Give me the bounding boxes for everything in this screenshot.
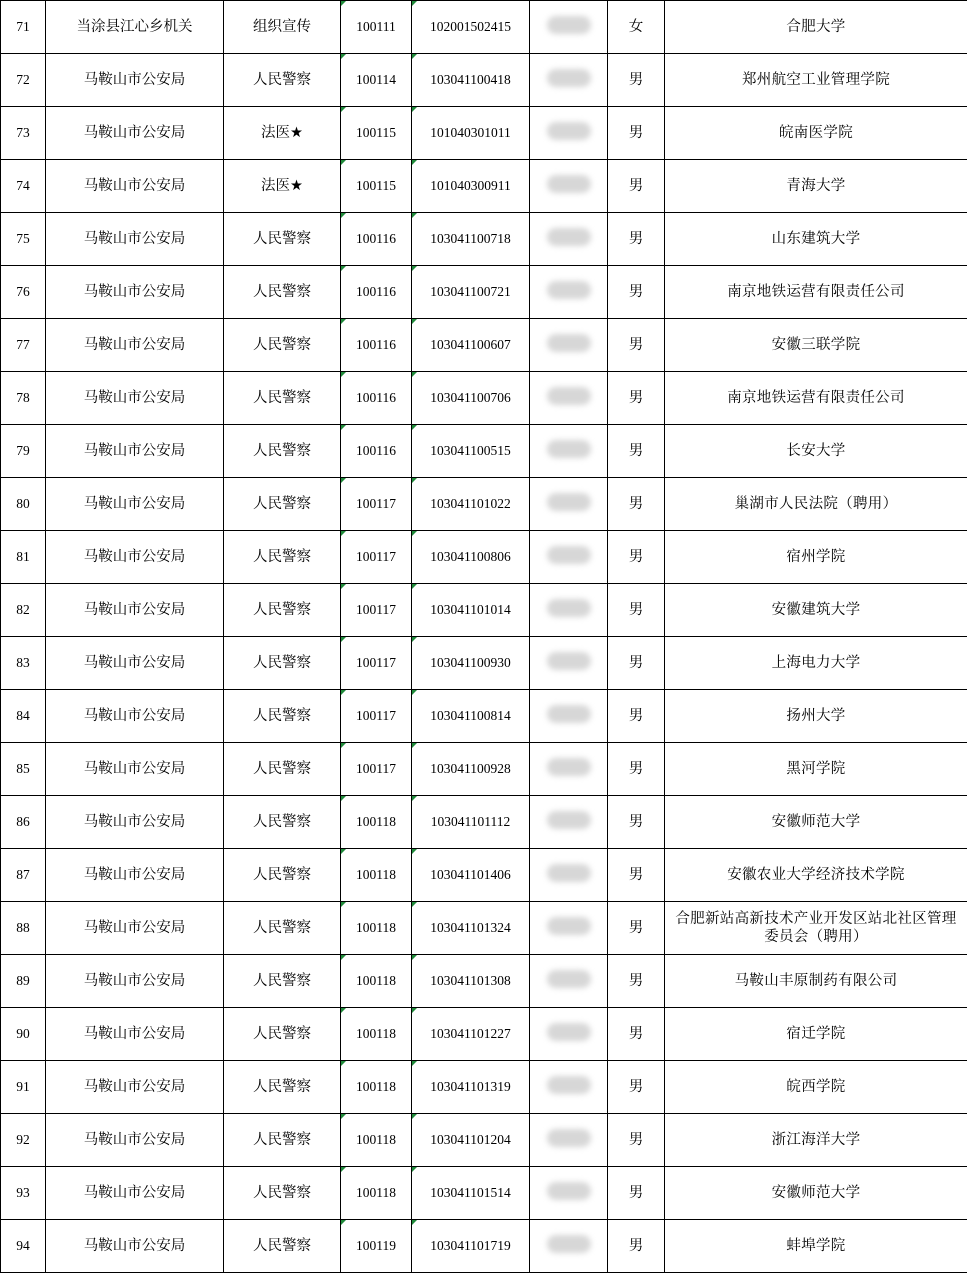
gender: 男 [608, 849, 665, 902]
exam-ticket-number: 103041100930 [412, 637, 530, 690]
school-or-employer: 南京地铁运营有限责任公司 [665, 266, 967, 319]
row-number: 74 [1, 160, 46, 213]
position-code: 100118 [341, 1167, 412, 1220]
redacted-name [547, 970, 591, 988]
position-code: 100117 [341, 637, 412, 690]
position-code: 100117 [341, 584, 412, 637]
table-row [1, 690, 967, 743]
table-row [1, 1, 967, 54]
gender: 男 [608, 743, 665, 796]
position-code: 100116 [341, 319, 412, 372]
name-blurred [530, 584, 608, 637]
name-blurred [530, 478, 608, 531]
exam-ticket-number: 103041101719 [412, 1220, 530, 1273]
table-row [1, 902, 967, 955]
name-blurred [530, 955, 608, 1008]
name-blurred [530, 1167, 608, 1220]
recruiting-organization: 马鞍山市公安局 [46, 902, 224, 955]
table-row [1, 54, 967, 107]
recruiting-organization: 马鞍山市公安局 [46, 531, 224, 584]
name-blurred [530, 425, 608, 478]
position-code: 100111 [341, 1, 412, 54]
recruiting-organization: 马鞍山市公安局 [46, 319, 224, 372]
table-row [1, 1167, 967, 1220]
name-blurred [530, 372, 608, 425]
gender: 男 [608, 266, 665, 319]
recruiting-organization: 马鞍山市公安局 [46, 637, 224, 690]
school-or-employer: 巢湖市人民法院（聘用） [665, 478, 967, 531]
redacted-name [547, 493, 591, 511]
position-name: 人民警察 [224, 796, 341, 849]
exam-ticket-number: 103041101022 [412, 478, 530, 531]
name-blurred [530, 531, 608, 584]
name-blurred [530, 54, 608, 107]
position-name: 人民警察 [224, 1114, 341, 1167]
gender: 男 [608, 213, 665, 266]
position-code: 100116 [341, 266, 412, 319]
row-number: 89 [1, 955, 46, 1008]
exam-ticket-number: 103041101324 [412, 902, 530, 955]
redacted-name [547, 387, 591, 405]
school-or-employer: 安徽师范大学 [665, 1167, 967, 1220]
redacted-name [547, 546, 591, 564]
name-blurred [530, 107, 608, 160]
position-name: 人民警察 [224, 266, 341, 319]
table-row [1, 319, 967, 372]
position-name: 人民警察 [224, 955, 341, 1008]
recruiting-organization: 马鞍山市公安局 [46, 425, 224, 478]
exam-ticket-number: 103041100814 [412, 690, 530, 743]
recruiting-organization: 马鞍山市公安局 [46, 372, 224, 425]
exam-ticket-number: 103041101112 [412, 796, 530, 849]
exam-ticket-number: 103041100718 [412, 213, 530, 266]
row-number: 90 [1, 1008, 46, 1061]
redacted-name [547, 1129, 591, 1147]
name-blurred [530, 1114, 608, 1167]
school-or-employer: 宿迁学院 [665, 1008, 967, 1061]
position-code: 100118 [341, 1061, 412, 1114]
position-code: 100118 [341, 796, 412, 849]
row-number: 82 [1, 584, 46, 637]
row-number: 83 [1, 637, 46, 690]
table-row [1, 1114, 967, 1167]
exam-ticket-number: 103041101319 [412, 1061, 530, 1114]
gender: 女 [608, 1, 665, 54]
row-number: 88 [1, 902, 46, 955]
exam-ticket-number: 103041100806 [412, 531, 530, 584]
row-number: 75 [1, 213, 46, 266]
school-or-employer: 上海电力大学 [665, 637, 967, 690]
gender: 男 [608, 1008, 665, 1061]
recruiting-organization: 马鞍山市公安局 [46, 743, 224, 796]
row-number: 85 [1, 743, 46, 796]
school-or-employer: 合肥新站高新技术产业开发区站北社区管理委员会（聘用） [665, 902, 967, 955]
redacted-name [547, 599, 591, 617]
exam-ticket-number: 103041101308 [412, 955, 530, 1008]
school-or-employer: 安徽师范大学 [665, 796, 967, 849]
position-name: 人民警察 [224, 849, 341, 902]
recruiting-organization: 马鞍山市公安局 [46, 690, 224, 743]
table-body [1, 1, 967, 1273]
name-blurred [530, 690, 608, 743]
redacted-name [547, 1023, 591, 1041]
name-blurred [530, 1008, 608, 1061]
recruiting-organization: 马鞍山市公安局 [46, 160, 224, 213]
school-or-employer: 南京地铁运营有限责任公司 [665, 372, 967, 425]
redacted-name [547, 917, 591, 935]
table-row [1, 955, 967, 1008]
gender: 男 [608, 1061, 665, 1114]
name-blurred [530, 266, 608, 319]
position-code: 100114 [341, 54, 412, 107]
position-code: 100117 [341, 690, 412, 743]
row-number: 76 [1, 266, 46, 319]
gender: 男 [608, 160, 665, 213]
redacted-name [547, 440, 591, 458]
gender: 男 [608, 1220, 665, 1273]
row-number: 73 [1, 107, 46, 160]
position-code: 100117 [341, 743, 412, 796]
school-or-employer: 浙江海洋大学 [665, 1114, 967, 1167]
redacted-name [547, 1235, 591, 1253]
name-blurred [530, 796, 608, 849]
gender: 男 [608, 478, 665, 531]
position-name: 人民警察 [224, 531, 341, 584]
row-number: 79 [1, 425, 46, 478]
position-code: 100118 [341, 1114, 412, 1167]
position-code: 100115 [341, 160, 412, 213]
table-row [1, 796, 967, 849]
row-number: 78 [1, 372, 46, 425]
school-or-employer: 安徽三联学院 [665, 319, 967, 372]
position-code: 100117 [341, 478, 412, 531]
name-blurred [530, 1061, 608, 1114]
position-name: 人民警察 [224, 902, 341, 955]
recruiting-organization: 马鞍山市公安局 [46, 478, 224, 531]
table-row [1, 1008, 967, 1061]
school-or-employer: 宿州学院 [665, 531, 967, 584]
position-name: 人民警察 [224, 54, 341, 107]
recruiting-organization: 马鞍山市公安局 [46, 849, 224, 902]
school-or-employer: 安徽农业大学经济技术学院 [665, 849, 967, 902]
gender: 男 [608, 690, 665, 743]
gender: 男 [608, 1167, 665, 1220]
recruiting-organization: 马鞍山市公安局 [46, 266, 224, 319]
school-or-employer: 蚌埠学院 [665, 1220, 967, 1273]
exam-ticket-number: 103041101227 [412, 1008, 530, 1061]
exam-ticket-number: 103041101014 [412, 584, 530, 637]
position-code: 100117 [341, 531, 412, 584]
row-number: 71 [1, 1, 46, 54]
redacted-name [547, 1182, 591, 1200]
position-name: 人民警察 [224, 478, 341, 531]
table-row [1, 107, 967, 160]
table-row [1, 1220, 967, 1273]
name-blurred [530, 902, 608, 955]
exam-ticket-number: 101040300911 [412, 160, 530, 213]
row-number: 91 [1, 1061, 46, 1114]
redacted-name [547, 69, 591, 87]
position-name: 人民警察 [224, 1061, 341, 1114]
table-row [1, 213, 967, 266]
table-row [1, 478, 967, 531]
school-or-employer: 青海大学 [665, 160, 967, 213]
position-name: 人民警察 [224, 743, 341, 796]
exam-ticket-number: 102001502415 [412, 1, 530, 54]
school-or-employer: 安徽建筑大学 [665, 584, 967, 637]
gender: 男 [608, 319, 665, 372]
position-name: 人民警察 [224, 1008, 341, 1061]
school-or-employer: 郑州航空工业管理学院 [665, 54, 967, 107]
position-name: 人民警察 [224, 1220, 341, 1273]
gender: 男 [608, 902, 665, 955]
name-blurred [530, 849, 608, 902]
position-name: 人民警察 [224, 1167, 341, 1220]
redacted-name [547, 281, 591, 299]
gender: 男 [608, 796, 665, 849]
recruiting-organization: 马鞍山市公安局 [46, 955, 224, 1008]
row-number: 92 [1, 1114, 46, 1167]
exam-ticket-number: 103041101204 [412, 1114, 530, 1167]
redacted-name [547, 864, 591, 882]
recruiting-organization: 马鞍山市公安局 [46, 796, 224, 849]
gender: 男 [608, 637, 665, 690]
row-number: 84 [1, 690, 46, 743]
name-blurred [530, 160, 608, 213]
name-blurred [530, 637, 608, 690]
table-row [1, 372, 967, 425]
position-code: 100116 [341, 425, 412, 478]
redacted-name [547, 122, 591, 140]
position-name: 人民警察 [224, 584, 341, 637]
row-number: 77 [1, 319, 46, 372]
position-name: 人民警察 [224, 213, 341, 266]
position-code: 100119 [341, 1220, 412, 1273]
school-or-employer: 合肥大学 [665, 1, 967, 54]
row-number: 93 [1, 1167, 46, 1220]
redacted-name [547, 175, 591, 193]
row-number: 94 [1, 1220, 46, 1273]
row-number: 86 [1, 796, 46, 849]
gender: 男 [608, 372, 665, 425]
exam-ticket-number: 103041100607 [412, 319, 530, 372]
row-number: 72 [1, 54, 46, 107]
school-or-employer: 皖南医学院 [665, 107, 967, 160]
exam-ticket-number: 103041100418 [412, 54, 530, 107]
position-name: 法医★ [224, 160, 341, 213]
school-or-employer: 皖西学院 [665, 1061, 967, 1114]
position-code: 100118 [341, 849, 412, 902]
position-code: 100118 [341, 1008, 412, 1061]
exam-ticket-number: 103041100928 [412, 743, 530, 796]
position-code: 100116 [341, 372, 412, 425]
redacted-name [547, 1076, 591, 1094]
gender: 男 [608, 425, 665, 478]
position-name: 法医★ [224, 107, 341, 160]
position-code: 100118 [341, 902, 412, 955]
position-name: 人民警察 [224, 690, 341, 743]
row-number: 80 [1, 478, 46, 531]
recruiting-organization: 马鞍山市公安局 [46, 584, 224, 637]
gender: 男 [608, 107, 665, 160]
redacted-name [547, 705, 591, 723]
exam-ticket-number: 103041100721 [412, 266, 530, 319]
position-code: 100118 [341, 955, 412, 1008]
table-row [1, 531, 967, 584]
table-row [1, 1061, 967, 1114]
exam-ticket-number: 103041100706 [412, 372, 530, 425]
recruiting-organization: 马鞍山市公安局 [46, 1220, 224, 1273]
exam-ticket-number: 101040301011 [412, 107, 530, 160]
recruiting-organization: 马鞍山市公安局 [46, 1167, 224, 1220]
school-or-employer: 扬州大学 [665, 690, 967, 743]
position-name: 人民警察 [224, 637, 341, 690]
position-code: 100116 [341, 213, 412, 266]
table-row [1, 584, 967, 637]
redacted-name [547, 228, 591, 246]
table-row [1, 743, 967, 796]
redacted-name [547, 758, 591, 776]
table-row [1, 425, 967, 478]
exam-ticket-number: 103041101514 [412, 1167, 530, 1220]
gender: 男 [608, 54, 665, 107]
position-name: 人民警察 [224, 372, 341, 425]
recruiting-organization: 马鞍山市公安局 [46, 1061, 224, 1114]
position-name: 组织宣传 [224, 1, 341, 54]
name-blurred [530, 1, 608, 54]
recruiting-organization: 马鞍山市公安局 [46, 213, 224, 266]
recruiting-organization: 马鞍山市公安局 [46, 1114, 224, 1167]
row-number: 87 [1, 849, 46, 902]
school-or-employer: 黑河学院 [665, 743, 967, 796]
recruiting-organization: 马鞍山市公安局 [46, 54, 224, 107]
redacted-name [547, 16, 591, 34]
position-name: 人民警察 [224, 425, 341, 478]
redacted-name [547, 334, 591, 352]
gender: 男 [608, 1114, 665, 1167]
name-blurred [530, 319, 608, 372]
recruiting-organization: 马鞍山市公安局 [46, 1008, 224, 1061]
school-or-employer: 山东建筑大学 [665, 213, 967, 266]
name-blurred [530, 743, 608, 796]
redacted-name [547, 811, 591, 829]
recruiting-organization: 当涂县江心乡机关 [46, 1, 224, 54]
redacted-name [547, 652, 591, 670]
exam-ticket-number: 103041100515 [412, 425, 530, 478]
table-row [1, 266, 967, 319]
position-code: 100115 [341, 107, 412, 160]
row-number: 81 [1, 531, 46, 584]
table-row [1, 160, 967, 213]
table-row [1, 637, 967, 690]
name-blurred [530, 1220, 608, 1273]
recruiting-organization: 马鞍山市公安局 [46, 107, 224, 160]
position-name: 人民警察 [224, 319, 341, 372]
school-or-employer: 马鞍山丰原制药有限公司 [665, 955, 967, 1008]
gender: 男 [608, 584, 665, 637]
exam-ticket-number: 103041101406 [412, 849, 530, 902]
school-or-employer: 长安大学 [665, 425, 967, 478]
gender: 男 [608, 955, 665, 1008]
gender: 男 [608, 531, 665, 584]
table-row [1, 849, 967, 902]
name-blurred [530, 213, 608, 266]
